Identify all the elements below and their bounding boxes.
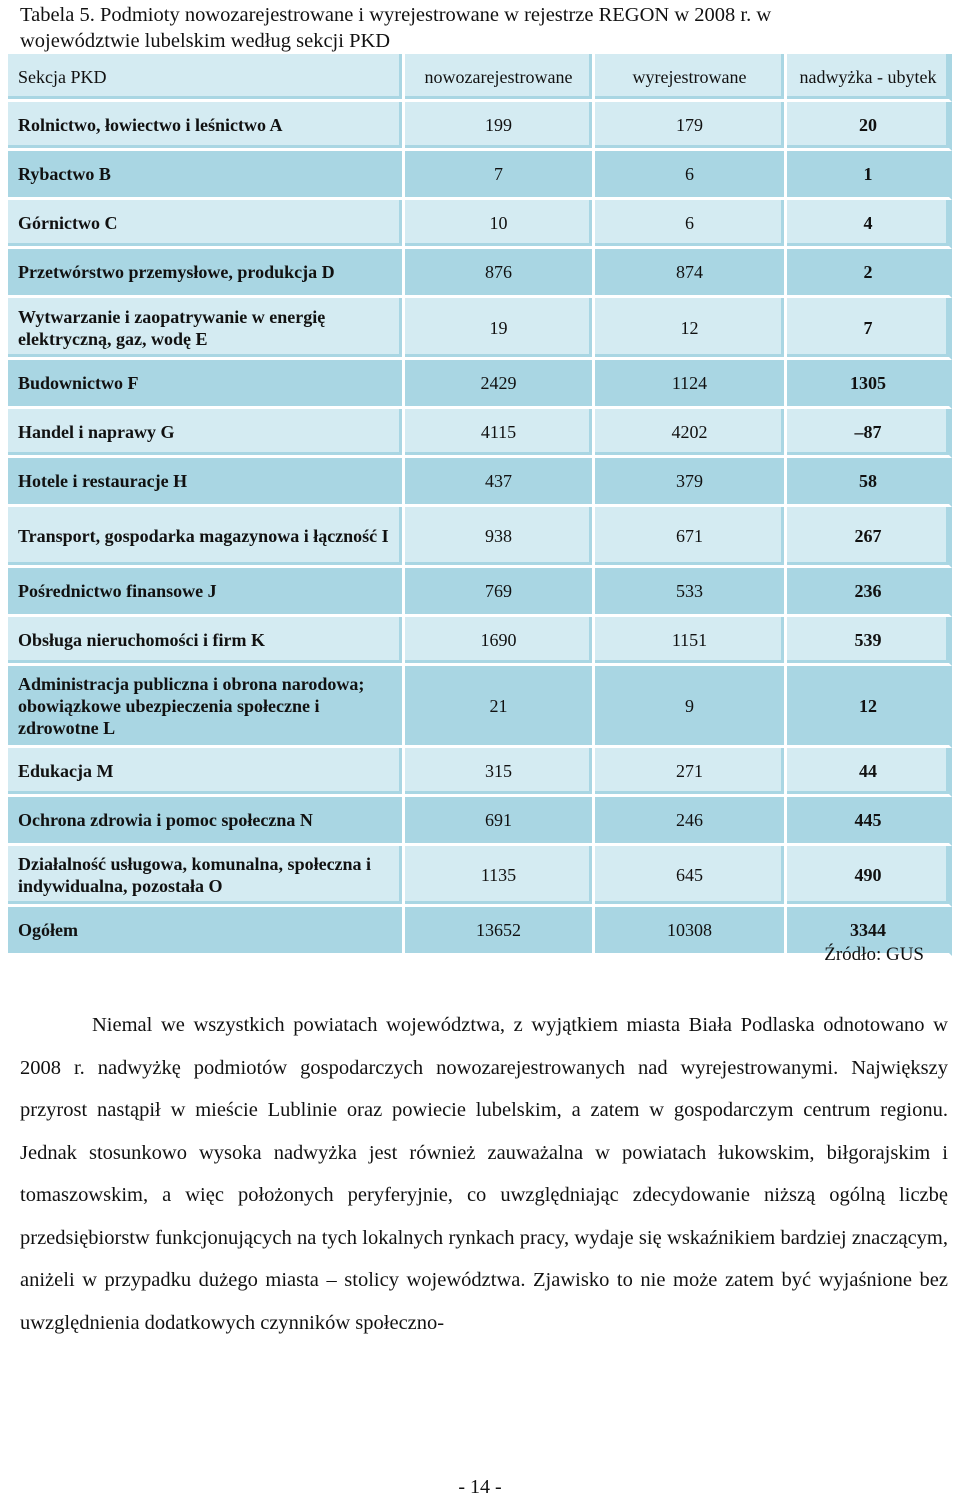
table-row (8, 797, 952, 846)
table-row (8, 409, 952, 458)
table-row (8, 360, 952, 409)
row-removed: 645 (595, 846, 787, 907)
row-name: Handel i naprawy G (8, 409, 405, 458)
row-diff: 1 (787, 151, 952, 200)
table-row (8, 249, 952, 298)
row-name: Obsługa nieruchomości i firm K (8, 617, 405, 666)
row-diff: 490 (787, 846, 952, 907)
row-new: 7 (405, 151, 595, 200)
row-diff: 7 (787, 298, 952, 360)
row-diff: 12 (787, 666, 952, 748)
row-name: Działalność usługowa, komunalna, społeczna i indywidualna, pozostała O (8, 846, 405, 907)
row-new: 769 (405, 568, 595, 617)
row-removed: 1124 (595, 360, 787, 409)
row-diff: 445 (787, 797, 952, 846)
row-name: Rybactwo B (8, 151, 405, 200)
row-name: Przetwórstwo przemysłowe, produkcja D (8, 249, 405, 298)
row-new: 10 (405, 200, 595, 249)
table-row (8, 200, 952, 249)
row-name: Wytwarzanie i zaopatrywanie w energię elektryczną, gaz, wodę E (8, 298, 405, 360)
table-row (8, 102, 952, 151)
row-diff: 20 (787, 102, 952, 151)
row-removed: 671 (595, 507, 787, 568)
table-row (8, 617, 952, 666)
source-note: Źródło: GUS (824, 944, 924, 965)
row-removed: 271 (595, 748, 787, 797)
header-sekcja: Sekcja PKD (8, 54, 405, 102)
row-new: 21 (405, 666, 595, 748)
row-new: 437 (405, 458, 595, 507)
row-removed: 10308 (595, 907, 787, 956)
row-removed: 533 (595, 568, 787, 617)
caption-line-2: województwie lubelskim według sekcji PKD (20, 30, 391, 52)
row-removed: 6 (595, 151, 787, 200)
row-diff: 1305 (787, 360, 952, 409)
row-diff: 58 (787, 458, 952, 507)
row-name: Hotele i restauracje H (8, 458, 405, 507)
row-name: Ogółem (8, 907, 405, 956)
row-removed: 6 (595, 200, 787, 249)
row-name: Pośrednictwo finansowe J (8, 568, 405, 617)
row-name: Rolnictwo, łowiectwo i leśnictwo A (8, 102, 405, 151)
row-name: Administracja publiczna i obrona narodowa; obowiązkowe ubezpieczenia społeczne i zdrowotne L (8, 666, 405, 748)
row-new: 19 (405, 298, 595, 360)
page-number: - 14 - (458, 1476, 502, 1498)
row-name: Edukacja M (8, 748, 405, 797)
row-new: 876 (405, 249, 595, 298)
table-row (8, 151, 952, 200)
table-header-row (8, 54, 952, 102)
row-new: 2429 (405, 360, 595, 409)
row-diff: 3344 (787, 907, 952, 956)
row-removed: 4202 (595, 409, 787, 458)
table-row (8, 846, 952, 907)
row-new: 4115 (405, 409, 595, 458)
row-new: 315 (405, 748, 595, 797)
row-new: 199 (405, 102, 595, 151)
row-new: 1135 (405, 846, 595, 907)
row-removed: 179 (595, 102, 787, 151)
table-total-row (8, 907, 952, 956)
body-paragraph: Niemal we wszystkich powiatach województwa, z wyjątkiem miasta Biała Podlaska odnotowano w 2008 r. nadwyżkę podmiotów gospodarczych nowozarejestrowanych nad wyrejestrowanymi. Największy przyrost nastąpił w mieście Lublinie oraz powiecie lubelskim, a zatem w gospodarczym centrum regionu. Jednak stosunkowo wysoka nadwyżka jest również zauważalna w powiatach łukowskim, biłgorajskim i tomaszowskim, a więc położonych peryferyjnie, co uwzględniając zdecydowanie niższą ogólną liczbę przedsiębiorstw funkcjonujących na tych lokalnych rynkach pracy, wydaje się wskaźnikiem bardziej znaczącym, aniżeli w przypadku dużego miasta – stolicy województwa. Zjawisko to nie może zatem być wyjaśnione bez uwzględnienia dodatkowych czynników społeczno- (20, 1014, 948, 1334)
row-diff: –87 (787, 409, 952, 458)
row-removed: 379 (595, 458, 787, 507)
row-removed: 12 (595, 298, 787, 360)
pkd-table (8, 54, 952, 956)
row-name: Budownictwo F (8, 360, 405, 409)
row-new: 938 (405, 507, 595, 568)
row-new: 691 (405, 797, 595, 846)
header-removed: wyrejestrowane (595, 54, 787, 102)
table-row (8, 458, 952, 507)
row-diff: 539 (787, 617, 952, 666)
row-diff: 267 (787, 507, 952, 568)
header-new: nowozarejestrowane (405, 54, 595, 102)
row-removed: 9 (595, 666, 787, 748)
table-row (8, 507, 952, 568)
table-row (8, 748, 952, 797)
header-diff: nadwyżka - ubytek (787, 54, 952, 102)
row-name: Ochrona zdrowia i pomoc społeczna N (8, 797, 405, 846)
caption-line-1: Tabela 5. Podmioty nowozarejestrowane i wyrejestrowane w rejestrze REGON w 2008 r. w (20, 4, 772, 26)
row-name: Transport, gospodarka magazynowa i łączność I (8, 507, 405, 568)
row-new: 1690 (405, 617, 595, 666)
row-diff: 236 (787, 568, 952, 617)
table-row (8, 666, 952, 748)
row-removed: 246 (595, 797, 787, 846)
row-new: 13652 (405, 907, 595, 956)
row-diff: 4 (787, 200, 952, 249)
row-diff: 2 (787, 249, 952, 298)
row-name: Górnictwo C (8, 200, 405, 249)
table-caption (20, 2, 950, 54)
row-removed: 1151 (595, 617, 787, 666)
row-diff: 44 (787, 748, 952, 797)
table-row (8, 298, 952, 360)
table-row (8, 568, 952, 617)
row-removed: 874 (595, 249, 787, 298)
